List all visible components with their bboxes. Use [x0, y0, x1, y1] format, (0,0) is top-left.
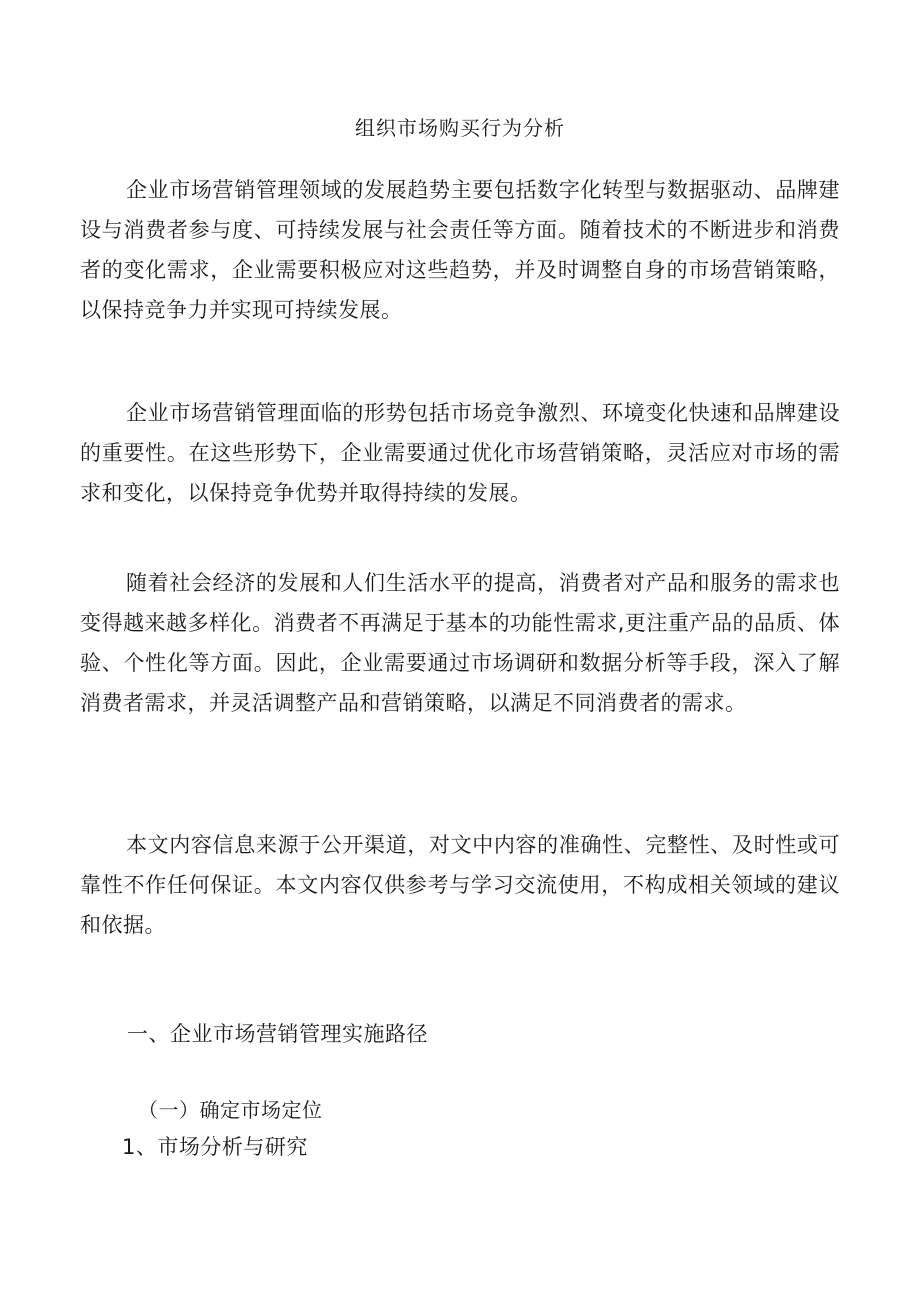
paragraph-disclaimer: 本文内容信息来源于公开渠道，对文中内容的准确性、完整性、及时性或可靠性不作任何保证。本文内容仅供参考与学习交流使用，不构成相关领域的建议和依据。 [80, 833, 840, 937]
subsection-heading: （一）确定市场定位 [138, 1098, 323, 1122]
section-heading: 一、企业市场营销管理实施路径 [127, 1022, 428, 1046]
paragraph-situation: 企业市场营销管理面临的形势包括市场竞争激烈、环境变化快速和品牌建设的重要性。在这些形势下，企业需要通过优化市场营销策略，灵活应对市场的需求和变化，以保持竞争优势并取得持续的发展。 [80, 401, 840, 505]
document-title: 组织市场购买行为分析 [355, 116, 565, 140]
paragraph-trends: 企业市场营销管理领域的发展趋势主要包括数字化转型与数据驱动、品牌建设与消费者参与度、可持续发展与社会责任等方面。随着技术的不断进步和消费者的变化需求，企业需要积极应对这些趋势，并及时调整自身的市场营销策略，以保持竞争力并实现可持续发展。 [80, 178, 840, 322]
paragraph-consumer-demand: 随着社会经济的发展和人们生活水平的提高，消费者对产品和服务的需求也变得越来越多样化。消费者不再满足于基本的功能性需求,更注重产品的品质、体验、个性化等方面。因此，企业需要通过市场调研和数据分析等手段，深入了解消费者需求，并灵活调整产品和营销策略，以满足不同消费者的需求。 [80, 571, 840, 715]
sub-subsection-heading: 1、市场分析与研究 [122, 1135, 308, 1159]
